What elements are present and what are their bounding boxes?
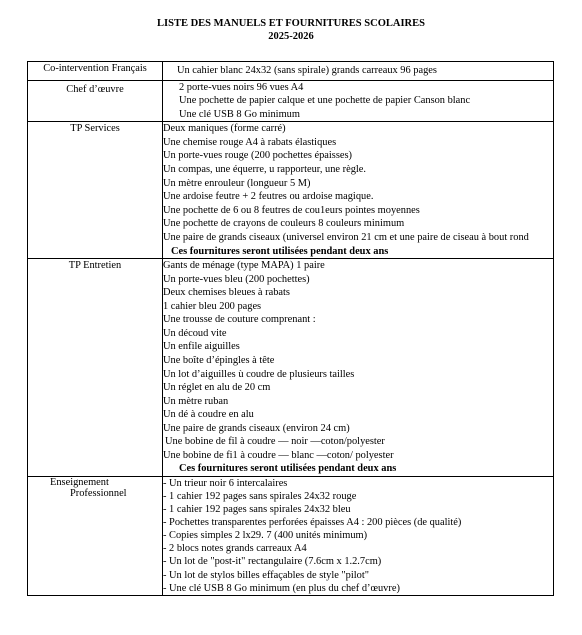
- supply-item: Une boîte d’épingles à tête: [163, 354, 275, 366]
- supply-item: - Un lot de "post-it" rectangulaire (7.6cm x 1.2.7cm): [163, 556, 382, 568]
- subject-cell: [28, 81, 163, 122]
- supply-item: Un porte-vues bleu (200 pochettes): [163, 273, 310, 285]
- two-year-note: Ces fournitures seront utilisées pendant deux ans: [171, 245, 389, 257]
- table-row-tp-services: [28, 122, 554, 259]
- table-row-chef-oeuvre: [28, 81, 554, 122]
- supply-item: Une pochette de papier calque et une pochette de papier Canson blanc: [179, 95, 471, 107]
- subject-label: Chef d’œuvre: [66, 84, 124, 95]
- supply-item: Une paire de grands ciseaux (environ 24 cm): [163, 422, 350, 434]
- supply-item: Un réglet en alu de 20 cm: [163, 382, 271, 394]
- supply-item: Un cahier blanc 24x32 (sans spirale) grands carreaux 96 pages: [177, 65, 437, 77]
- supply-item: 1 cahier bleu 200 pages: [163, 300, 262, 312]
- supply-item: Une ardoise feutre + 2 feutres ou ardoise magique.: [163, 191, 374, 203]
- supplies-cell: [163, 259, 554, 477]
- supply-item: Une paire de grands ciseaux (universel environ 21 cm et une paire de ciseau à bout rond: [163, 231, 529, 243]
- supply-item: Une chemise rouge A4 à rabats élastiques: [163, 136, 337, 148]
- supply-item: Une clé USB 8 Go minimum: [179, 108, 300, 120]
- supply-item: Un enfile aiguilles: [163, 341, 240, 353]
- subject-label: TP Entretien: [68, 260, 122, 272]
- supply-item: Un porte-vues rouge (200 pochettes épaisses): [163, 150, 352, 162]
- subject-label: Co-intervention Français: [43, 63, 147, 74]
- supply-item: Un lot d’aiguilles ù coudre de plusieurs tailles: [163, 368, 355, 380]
- supply-item: Un découd vite: [163, 327, 227, 339]
- supply-item: Un mètre enrouleur (longueur 5 M): [163, 177, 311, 189]
- table-row-cointervention: [28, 62, 554, 81]
- supply-item: Une bobine de fil à coudre — noir —coton/polyester: [165, 436, 385, 448]
- supply-item: - 1 cahier 192 pages sans spirales 24x32 bleu: [163, 504, 351, 516]
- supply-item: - 1 cahier 192 pages sans spirales 24x32 rouge: [163, 491, 357, 502]
- subject-cell: [28, 62, 163, 81]
- subject-cell: [28, 122, 163, 259]
- subject-cell: [28, 476, 163, 595]
- subject-label-line-2: Professionnel: [70, 487, 127, 499]
- supplies-cell: [163, 81, 554, 122]
- supplies-cell: [163, 476, 554, 595]
- supply-item: 2 porte-vues noirs 96 vues A4: [179, 82, 304, 93]
- supply-item: Un mètre ruban: [163, 395, 229, 407]
- supply-item: - Pochettes transparentes perforées épaisses A4 : 200 pièces (de qualité): [163, 517, 462, 529]
- supply-item: Un dé à coudre en alu: [163, 409, 254, 421]
- subject-cell: [28, 259, 163, 477]
- supply-item: Deux maniques (forme carré): [163, 123, 286, 135]
- supply-item: Une pochette de 6 ou 8 feutres de cou1eurs pointes moyennes: [163, 204, 420, 216]
- supply-item: - Copies simples 2 lx29. 7 (400 unités minimum): [163, 530, 368, 542]
- supply-item: - Un trieur noir 6 intercalaires: [163, 477, 288, 489]
- table-row-enseignement-pro: [28, 476, 554, 595]
- subject-label-line-1: Enseignement: [50, 476, 109, 488]
- document-year: 2025-2026: [268, 31, 314, 42]
- supply-item: - Une clé USB 8 Go minimum (en plus du chef d’œuvre): [163, 582, 400, 594]
- subject-label: TP Services: [70, 123, 120, 135]
- supply-item: - 2 blocs notes grands carreaux A4: [163, 543, 307, 555]
- supply-item: Un compas, une équerre, u rapporteur, une règle.: [163, 164, 366, 175]
- supply-item: Deux chemises bleues à rabats: [163, 287, 290, 299]
- document-title: LISTE DES MANUELS ET FOURNITURES SCOLAIRES: [157, 18, 425, 29]
- document-header: [0, 17, 582, 43]
- supplies-cell: [163, 62, 554, 81]
- supply-item: Une bobine de fi1 à coudre — blanc —coton/ polyester: [163, 449, 394, 461]
- supply-item: - Un lot de stylos billes effaçables de style "pilot": [163, 569, 369, 581]
- supply-item: Gants de ménage (type MAPA) 1 paire: [163, 260, 325, 272]
- table-row-tp-entretien: [28, 259, 554, 477]
- supply-item: Une pochette de crayons de couleurs 8 couleurs minimum: [163, 218, 405, 230]
- supplies-cell: [163, 122, 554, 259]
- supply-item: Une trousse de couture comprenant :: [163, 314, 316, 326]
- two-year-note: Ces fournitures seront utilisées pendant deux ans: [179, 463, 397, 475]
- supplies-table: [27, 61, 554, 596]
